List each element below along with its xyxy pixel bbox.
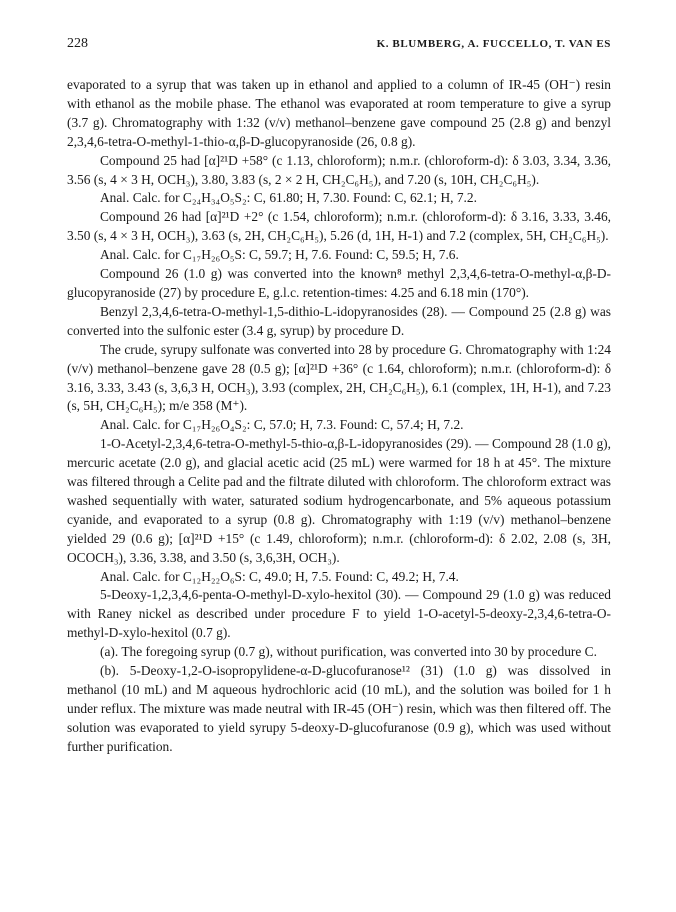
paragraph: (b). 5-Deoxy-1,2-O-isopropylidene-α-D-glucofuranose¹² (31) (1.0 g) was dissolved in methanol (10 mL) and M aqueous hydrochloric acid (10 mL), and the solution was boiled for 1 h under reflux. The mixture was made neutral with IR-45 (OH⁻) resin, which was then filtered off. The solution was evaporated to yield syrupy 5-deoxy-D-glucofuranose (0.9 g), which was used without further purification. bbox=[67, 663, 611, 754]
paragraph: evaporated to a syrup that was taken up in ethanol and applied to a column of IR-45 (OH⁻) resin with ethanol as the mobile phase. The ethanol was evaporated at room temperature to give a syrup (3.7 g). Chromatography with 1:32 (v/v) methanol–benzene gave compound 25 (2.8 g) and benzyl 2,3,4,6-tetra-O-methyl-1-thio-α,β-D-glucopyranoside (26, 0.8 g). bbox=[67, 77, 611, 149]
paragraph: Compound 26 had [α]²¹D +2° (c 1.54, chloroform); n.m.r. (chloroform-d): δ 3.16, 3.33, 3.46, 3.50 (s, 4 × 3 H, OCH₃), 3.63 (s, 2H, CH₂C₆H₅), 5.26 (d, 1H, H-1) and 7.2 (complex, 5H, CH₂C₆H₅). bbox=[67, 209, 611, 244]
page-number: 228 bbox=[67, 36, 88, 51]
paragraph: Compound 26 (1.0 g) was converted into the known⁸ methyl 2,3,4,6-tetra-O-methyl-α,β-D-glucopyranoside (27) by procedure E, g.l.c. retention-times: 4.25 and 6.18 min (170°). bbox=[67, 266, 611, 300]
article-body bbox=[67, 76, 611, 757]
paragraph: 5-Deoxy-1,2,3,4,6-penta-O-methyl-D-xylo-hexitol (30). — Compound 29 (1.0 g) was reduced with Raney nickel as described under procedure F to yield 1-O-acetyl-5-deoxy-2,3,4,6-tetra-O-methyl-D-xylo-hexitol (0.7 g). bbox=[67, 587, 611, 641]
paragraph: Anal. Calc. for C₁₇H₂₆O₄S₂: C, 57.0; H, 7.3. Found: C, 57.4; H, 7.2. bbox=[100, 417, 464, 433]
running-head: K. BLUMBERG, A. FUCCELLO, T. VAN ES bbox=[376, 38, 611, 50]
page-header bbox=[67, 36, 611, 66]
paragraph: 1-O-Acetyl-2,3,4,6-tetra-O-methyl-5-thio-α,β-L-idopyranosides (29). — Compound 28 (1.0 g), mercuric acetate (2.0 g), and glacial acetic acid (25 mL) were warmed for 18 h at 45°. The mixture was filtered through a Celite pad and the filtrate diluted with chloroform. The chloroform extract was washed sequentially with water, saturated sodium hydrogencarbonate, and 5% aqueous potassium cyanide, and evaporated to a syrup (0.8 g). Chromatography with 1:19 (v/v) methanol–benzene yielded 29 (0.6 g); [α]²¹D +15° (c 1.49, chloroform); n.m.r. (chloroform-d): δ 2.02, 2.08 (s, 3H, OCOCH₃), 3.36, 3.38, and 3.50 (s, 3,6,3H, OCH₃). bbox=[67, 436, 611, 565]
paragraph: Anal. Calc. for C₁₂H₂₂O₆S: C, 49.0; H, 7.5. Found: C, 49.2; H, 7.4. bbox=[100, 568, 459, 584]
journal-page bbox=[67, 36, 611, 757]
paragraph: Benzyl 2,3,4,6-tetra-O-methyl-1,5-dithio-L-idopyranosides (28). — Compound 25 (2.8 g) was converted into the sulfonic ester (3.4 g, syrup) by procedure D. bbox=[67, 303, 611, 338]
paragraph: Anal. Calc. for C₂₄H₃₄O₅S₂: C, 61.80; H, 7.30. Found: C, 62.1; H, 7.2. bbox=[100, 190, 477, 206]
paragraph: The crude, syrupy sulfonate was converted into 28 by procedure G. Chromatography with 1:24 (v/v) methanol–benzene gave 28 (0.5 g); [α]²¹D +36° (c 1.64, chloroform); n.m.r. (chloroform-d): δ 3.16, 3.33, 3.43 (s, 3,6,3 H, OCH₃), 3.93 (complex, 2H, CH₂C₆H₅), 6.1 (complex, 1H, H-1), and 7.23 (s, 5H, CH₂C₆H₅); m/e 358 (M⁺). bbox=[67, 341, 611, 414]
paragraph: Anal. Calc. for C₁₇H₂₆O₅S: C, 59.7; H, 7.6. Found: C, 59.5; H, 7.6. bbox=[100, 247, 459, 263]
paragraph: (a). The foregoing syrup (0.7 g), without purification, was converted into 30 by procedure C. bbox=[100, 644, 597, 660]
paragraph: Compound 25 had [α]²¹D +58° (c 1.13, chloroform); n.m.r. (chloroform-d): δ 3.03, 3.34, 3.36, 3.56 (s, 4 × 3 H, OCH₃), 3.80, 3.83 (s, 2 × 2 H, CH₂C₆H₅), and 7.20 (s, 10H, CH₂C₆H₅). bbox=[67, 152, 611, 187]
